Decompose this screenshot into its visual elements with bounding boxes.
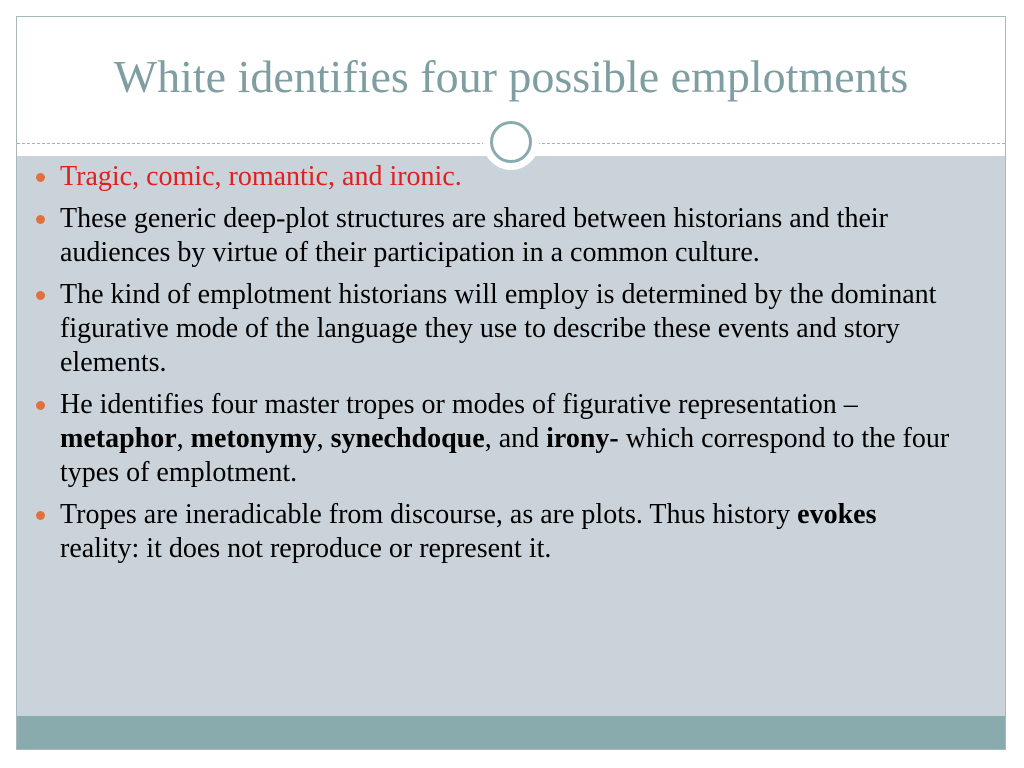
term-evokes: evokes (797, 499, 877, 530)
term-synechdoque: synechdoque (330, 423, 485, 454)
bullet-dot-icon (36, 401, 45, 410)
bullet-dot-icon (36, 511, 45, 520)
bullet-text-outro: which correspond to the four types of emplotment. (60, 423, 950, 488)
separator: , (176, 423, 191, 454)
term-metaphor: metaphor (60, 423, 177, 454)
bullet-item-tropes-evoke (36, 498, 956, 566)
bullet-item-figurative-mode (36, 278, 956, 380)
separator: , and (484, 423, 547, 454)
bullet-text: These generic deep-plot structures are shared between historians and their audiences by virtue of their participation in a common culture. (60, 203, 888, 268)
bullet-text-outro: reality: it does not reproduce or represent it. (60, 533, 552, 564)
term-irony: irony- (546, 423, 619, 454)
bullet-item-emplotment-types (36, 160, 956, 194)
slide-title: White identifies four possible emplotments (113, 51, 909, 102)
bullet-item-shared-structures (36, 202, 956, 270)
bullet-text-intro: He identifies four master tropes or modes of figurative representation – (60, 389, 858, 420)
bullet-text: The kind of emplotment historians will employ is determined by the dominant figurative mode of the language they use to describe these events and story elements. (60, 279, 937, 378)
separator: , (316, 423, 331, 454)
bullet-text-intro: Tropes are ineradicable from discourse, as are plots. Thus history (60, 499, 798, 530)
bullet-item-master-tropes (36, 388, 956, 490)
ring-icon (490, 121, 532, 163)
bullet-text: Tragic, comic, romantic, and ironic. (60, 161, 462, 192)
term-metonymy: metonymy (190, 423, 317, 454)
bullet-dot-icon (36, 215, 45, 224)
bullet-list (36, 160, 956, 574)
bullet-dot-icon (36, 291, 45, 300)
bullet-dot-icon (36, 173, 45, 182)
footer-band (17, 716, 1005, 750)
